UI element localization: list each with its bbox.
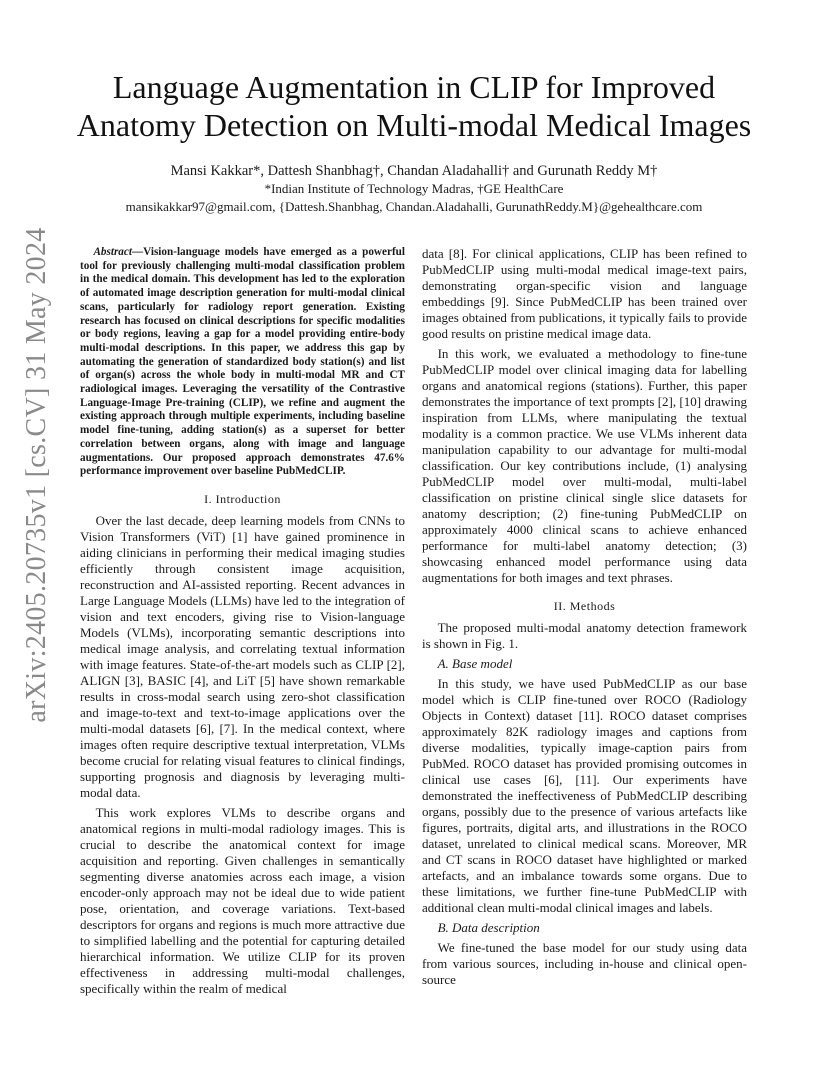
abstract-text: Vision-language models have emerged as a powerful tool for previously challenging multi-modal classification problem in the medical domain. This development has led to the exploration of automated image description generation for multi-modal clinical scans, particularly for radiology report generation. Existing research has focused on clinical descriptions for specific modalities or body regions, leaving a gap for a model providing entire-body multi-modal descriptions. In this paper, we address this gap by automating the generation of standardized body station(s) and list of organ(s) across the whole body in multi-modal MR and CT radiological images. Leveraging the versatility of the Contrastive Language-Image Pre-training (CLIP), we refine and augment the existing approach through multiple experiments, including baseline model fine-tuning, adding station(s) as a superset for better correlation between organs, along with image and language augmentations. Our proposed approach demonstrates 47.6% performance improvement over baseline PubMedCLIP. [80, 246, 405, 478]
intro-paragraph-2: This work explores VLMs to describe organs and anatomical regions in multi-modal radiology images. This is crucial to describe the anatomical context for image acquisition and reporting. Given challenges in semantically segmenting diverse anatomies across each image, a vision encoder-only approach may not be ideal due to wide patient pose, orientation, and coverage variations. Text-based descriptors for organs and regions is much more attractive due to simplified labelling and the potential for capturing detailed hierarchical information. We utilize CLIP for its proven effectiveness in addressing multi-modal challenges, specifically within the realm of medical [80, 804, 405, 996]
intro-paragraph-1: Over the last decade, deep learning models from CNNs to Vision Transformers (ViT) [1] have gained prominence in aiding clinicians in performing their medical imaging studies efficiently through consistent image acquisition, reconstruction and AI-assisted reporting. Recent advances in Large Language Models (LLMs) have led to the integration of vision and text encoders, giving rise to Vision-language Models (VLMs), incorporating semantic descriptions into medical image analysis, and correlating textual information with image features. State-of-the-art models such as CLIP [2], ALIGN [3], BASIC [4], and LiT [5] have shown remarkable results in cross-modal search using zero-shot classification and image-to-text and text-to-image applications over the multi-modal datasets [6], [7]. In the medical context, where images often require descriptive textual interpretation, VLMs become crucial for relating visual features to clinical findings, supporting prognosis and diagnosis by leveraging multi-modal data. [80, 512, 405, 800]
base-model-paragraph: In this study, we have used PubMedCLIP as our base model which is CLIP fine-tuned over ROCO (Radiology Objects in Context) dataset [11]. ROCO dataset comprises approximately 82K radiology images and captions from diverse modalities, typically image-caption pairs from PubMed. ROCO dataset has provided promising outcomes in clinical use cases [6], [11]. Our experiments have demonstrated the ineffectiveness of PubMedCLIP describing organs, possibly due to the presence of various artefacts like figures, portraits, digital arts, and illustrations in the ROCO dataset, unrelated to clinical medical scans. Moreover, MR and CT scans in ROCO dataset have highlighted or marked artefacts, and an imbalance towards some organs. Due to these limitations, we further fine-tune PubMedCLIP with additional clean multi-modal clinical images and labels. [422, 676, 747, 915]
intro-paragraph-4: In this work, we evaluated a methodology to fine-tune PubMedCLIP model over clinical imaging data for labelling organs and anatomical regions (stations). Further, this paper demonstrates the importance of text prompts [2], [10] drawing inspiration from LLMs, where manipulating the textual modality is a common practice. We use VLMs inherent data manipulation capability to our advantage for multi-modal classification. Our key contributions include, (1) analysing PubMedCLIP model over multi-modal, multi-label classification on pristine clinical single slice datasets for anatomy description; (2) fine-tuning PubMedCLIP on approximately 4000 clinical scans to achieve enhanced performance for multi-label anatomy detection; (3) showcasing enhanced model performance using data augmentations for both images and text phrases. [422, 346, 747, 585]
affiliations: *Indian Institute of Technology Madras, †GE HealthCare [264, 181, 564, 196]
abstract-label: Abstract— [93, 246, 144, 258]
subsection-heading-data-description: B. Data description [437, 920, 540, 935]
author-list: Mansi Kakkar*, Dattesh Shanbhag†, Chandan Aladahalli† and Gurunath Reddy M† [170, 163, 658, 179]
paper-title: Language Augmentation in CLIP for Improved Anatomy Detection on Multi-modal Medical Images [76, 69, 752, 143]
arxiv-identifier-text: arXiv:2405.20735v1 [cs.CV] 31 May 2024 [21, 227, 52, 723]
section-heading-methods: II. Methods [553, 599, 616, 613]
arxiv-identifier [21, 227, 52, 723]
methods-intro: The proposed multi-modal anatomy detection framework is shown in Fig. 1. [422, 620, 747, 651]
abstract [80, 246, 405, 479]
subsection-heading-base-model: A. Base model [437, 656, 513, 671]
intro-paragraph-3: data [8]. For clinical applications, CLIP has been refined to PubMedCLIP using multi-modal medical image-text pairs, demonstrating organ-specific vision and language embeddings [9]. Since PubMedCLIP has been trained over images obtained from publications, it typically fails to provide good results on pristine medical image data. [422, 246, 747, 341]
left-column [80, 246, 405, 997]
right-column [422, 246, 747, 988]
author-emails: mansikakkar97@gmail.com, {Dattesh.Shanbhag, Chandan.Aladahalli, GurunathReddy.M}@gehealthcare.com [125, 199, 703, 214]
data-description-paragraph: We fine-tuned the base model for our study using data from various sources, including in-house and clinical open-source [422, 940, 747, 987]
section-heading-introduction: I. Introduction [204, 491, 281, 506]
